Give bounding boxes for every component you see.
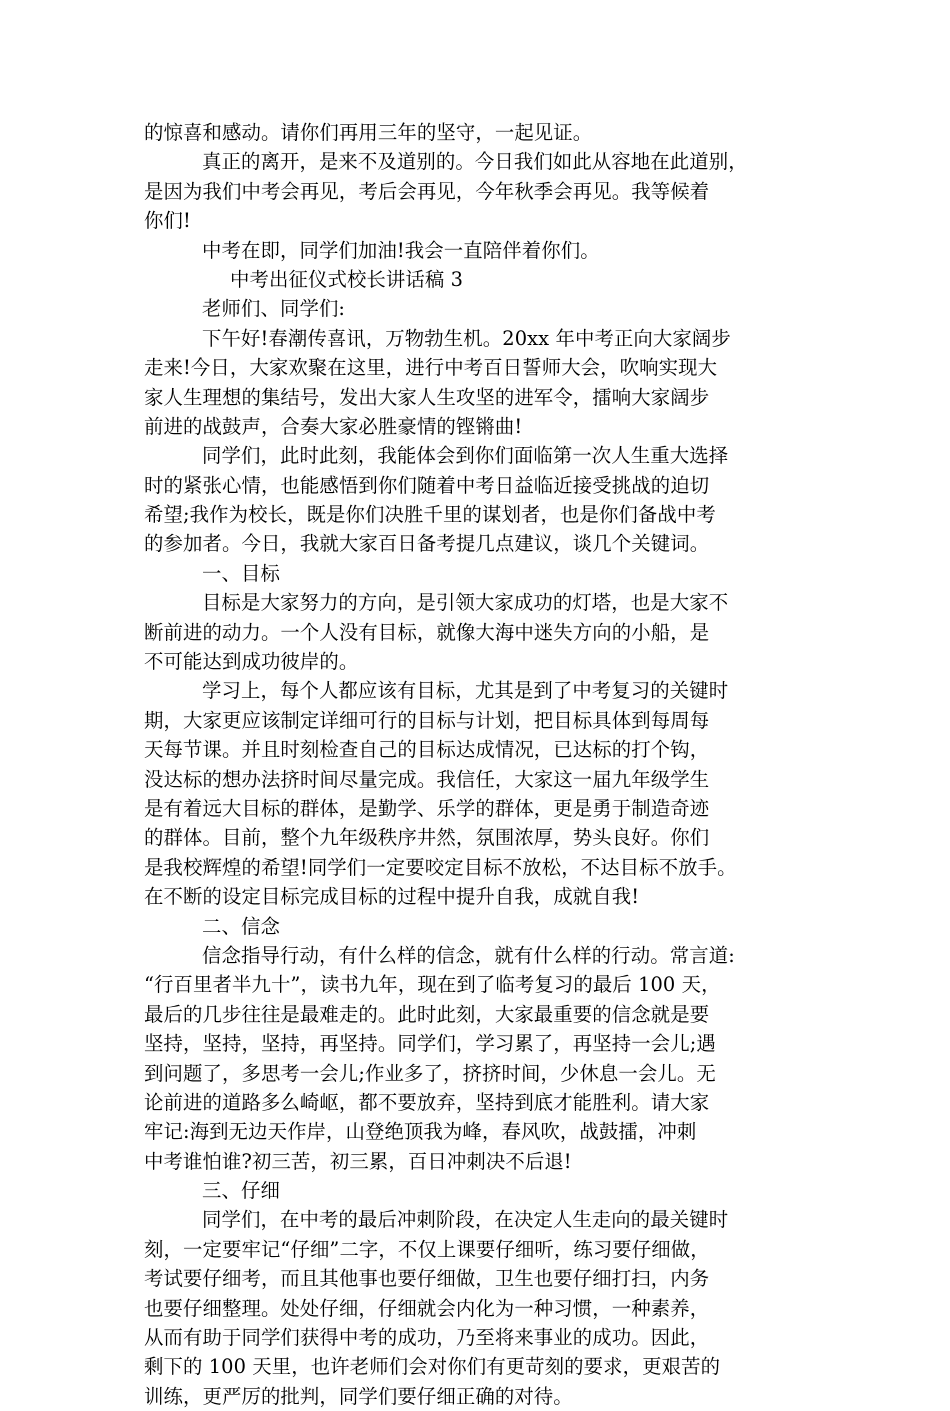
text-line: 天每节课。并且时刻检查自己的目标达成情况，已达标的打个钩， <box>144 738 710 762</box>
text-line: 前进的战鼓声，合奏大家必胜豪情的铿锵曲! <box>144 414 523 438</box>
section-title: 中考出征仪式校长讲话稿 3 <box>230 267 464 291</box>
text-line: 的群体。目前，整个九年级秩序井然，氛围浓厚，势头良好。你们 <box>144 826 710 850</box>
text-line: 训练，更严厉的批判，同学们要仔细正确的对待。 <box>144 1384 573 1408</box>
text-line: 走来!今日，大家欢聚在这里，进行中考百日誓师大会，吹响实现大 <box>144 356 718 380</box>
text-line: 牢记:海到无边天作岸，山登绝顶我为峰，春风吹，战鼓擂，冲刺 <box>144 1120 697 1144</box>
text-line: 时的紧张心情，也能感悟到你们随着中考日益临近接受挑战的迫切 <box>144 473 710 497</box>
text-line: 家人生理想的集结号，发出大家人生攻坚的进军令，擂响大家阔步 <box>144 385 710 409</box>
text-line: 信念指导行动，有什么样的信念，就有什么样的行动。常言道: <box>202 943 735 967</box>
heading-goal: 一、目标 <box>202 561 280 585</box>
text-line: 是有着远大目标的群体，是勤学、乐学的群体，更是勇于制造奇迹 <box>144 796 710 820</box>
text-line: 不可能达到成功彼岸的。 <box>144 650 359 674</box>
text-line: 的惊喜和感动。请你们再用三年的坚守，一起见证。 <box>144 121 593 144</box>
text-line: 是因为我们中考会再见，考后会再见，今年秋季会再见。我等候着 <box>144 179 710 203</box>
text-line: 下午好!春潮传喜讯，万物勃生机。20xx 年中考正向大家阔步 <box>202 326 731 350</box>
text-line: 论前进的道路多么崎岖，都不要放弃，坚持到底才能胜利。请大家 <box>144 1090 710 1114</box>
text-line: 中考在即，同学们加油!我会一直陪伴着你们。 <box>202 238 600 262</box>
heading-careful: 三、仔细 <box>202 1179 280 1203</box>
text-line: 希望;我作为校长，既是你们决胜千里的谋划者，也是你们备战中考 <box>144 503 716 527</box>
text-line: 断前进的动力。一个人没有目标，就像大海中迷失方向的小船，是 <box>144 620 710 644</box>
text-line: 期，大家更应该制定详细可行的目标与计划，把目标具体到每周每 <box>144 708 710 732</box>
text-line: 学习上，每个人都应该有目标，尤其是到了中考复习的关键时 <box>202 679 729 703</box>
text-line: 目标是大家努力的方向，是引领大家成功的灯塔，也是大家不 <box>202 591 729 615</box>
text-line: 没达标的想办法挤时间尽量完成。我信任，大家这一届九年级学生 <box>144 767 710 791</box>
text-line: 剩下的 100 天里，也许老师们会对你们有更苛刻的要求，更艰苦的 <box>144 1355 721 1379</box>
text-line: 最后的几步往往是最难走的。此时此刻，大家最重要的信念就是要 <box>144 1002 710 1026</box>
text-line: 坚持，坚持，坚持，再坚持。同学们，学习累了，再坚持一会儿;遇 <box>144 1032 716 1056</box>
salutation: 老师们、同学们: <box>202 297 346 321</box>
text-line: 到问题了，多思考一会儿;作业多了，挤挤时间，少休息一会儿。无 <box>144 1061 716 1085</box>
text-line: 中考谁怕谁?初三苦，初三累，百日冲刺决不后退! <box>144 1149 572 1173</box>
text-line: 同学们，此时此刻，我能体会到你们面临第一次人生重大选择 <box>202 444 729 468</box>
text-line: 从而有助于同学们获得中考的成功，乃至将来事业的成功。因此， <box>144 1326 710 1350</box>
text-line: 的参加者。今日，我就大家百日备考提几点建议，谈几个关键词。 <box>144 532 710 556</box>
text-line: 真正的离开，是来不及道别的。今日我们如此从容地在此道别， <box>202 150 748 174</box>
text-line: 刻，一定要牢记“仔细”二字，不仅上课要仔细听，练习要仔细做， <box>144 1237 710 1261</box>
text-line: 你们! <box>144 209 191 233</box>
text-line: “行百里者半九十”，读书九年，现在到了临考复习的最后 100 天， <box>144 973 721 997</box>
text-line: 同学们，在中考的最后冲刺阶段，在决定人生走向的最关键时 <box>202 1208 729 1232</box>
text-line: 也要仔细整理。处处仔细，仔细就会内化为一种习惯，一种素养， <box>144 1296 710 1320</box>
text-line: 在不断的设定目标完成目标的过程中提升自我，成就自我! <box>144 885 640 909</box>
text-line: 考试要仔细考，而且其他事也要仔细做，卫生也要仔细打扫，内务 <box>144 1267 710 1291</box>
text-line: 是我校辉煌的希望!同学们一定要咬定目标不放松，不达目标不放手。 <box>144 855 737 879</box>
heading-belief: 二、信念 <box>202 914 280 938</box>
